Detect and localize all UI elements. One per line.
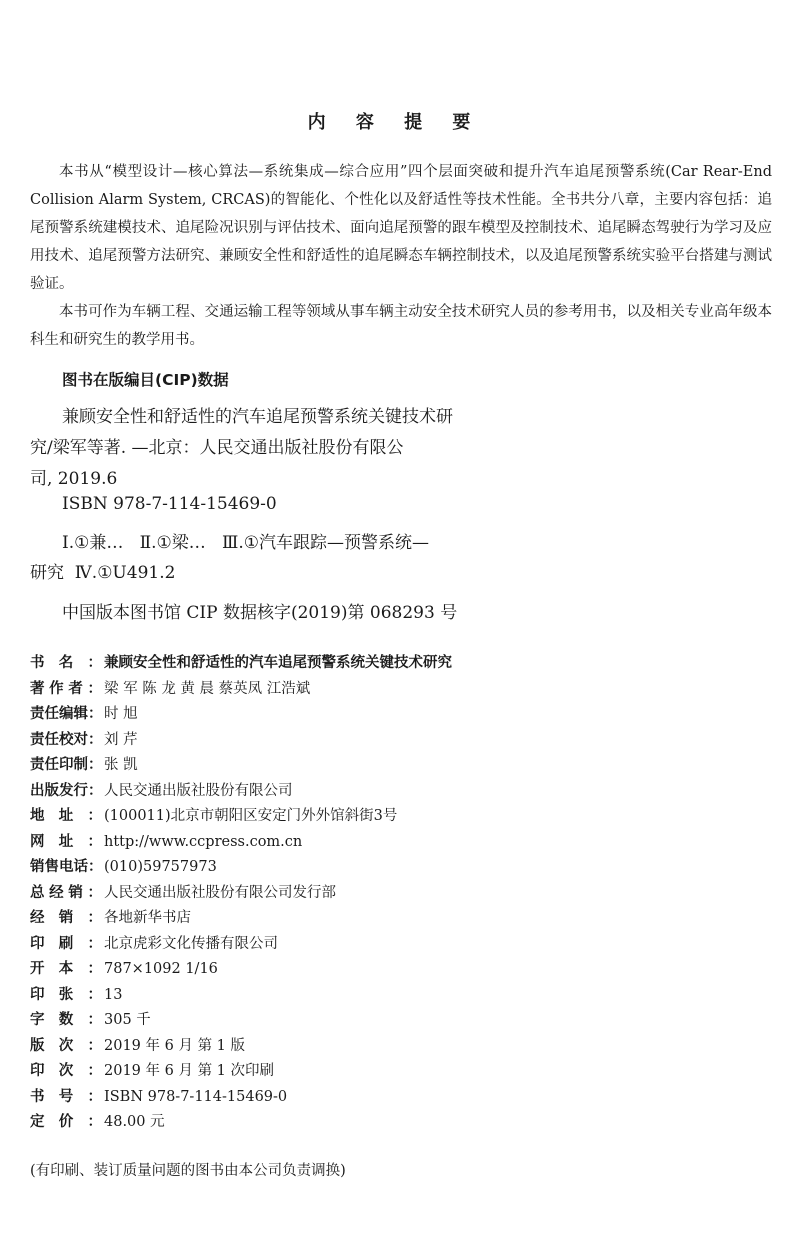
record-value: (010)59757973 <box>104 859 217 875</box>
abstract-paragraph: 本书从“模型设计—核心算法—系统集成—综合应用”四个层面突破和提升汽车追尾预警系统(Car Rear-End Collision Alarm System, CRCAS)的智能化、个性化以及舒适性等技术性能。全书共分八章，主要内容包括：追尾预警系统建模技术、追尾险况识别与评估技术、面向追尾预警的跟车模型及控制技术、追尾瞬态驾驶行为学习及应用技术、追尾预警方法研究、兼顾安全性和舒适性的追尾瞬态车辆控制技术，以及追尾预警系统实验平台搭建与测试验证。 <box>30 164 772 292</box>
record-label: 书 号 ： <box>30 1088 102 1105</box>
record-value: 梁 军 陈 龙 黄 晨 蔡英凤 江浩斌 <box>104 680 311 697</box>
record-value: 兼顾安全性和舒适性的汽车追尾预警系统关键技术研究 <box>104 655 452 671</box>
record-label: 印 张 ： <box>30 986 102 1003</box>
record-row <box>30 728 770 754</box>
record-value: 时 旭 <box>104 706 138 722</box>
record-label: 责 任 印 制 ： <box>30 757 103 773</box>
publication-records <box>30 651 770 1136</box>
record-value: 13 <box>104 986 123 1003</box>
record-value: 787×1092 1/16 <box>104 961 218 977</box>
record-label: 经 销 ： <box>30 910 102 926</box>
record-row <box>30 702 770 728</box>
record-label: 定 价 ： <box>30 1114 102 1130</box>
cip-line: 究/梁军等著. —北京：人民交通出版社股份有限公 <box>30 438 404 458</box>
record-row <box>30 1085 770 1111</box>
record-label: 责 任 编 辑 ： <box>30 706 103 722</box>
record-row <box>30 677 770 703</box>
record-row <box>30 1034 770 1060</box>
record-label: 责 任 校 对 ： <box>30 731 103 748</box>
record-label: 版 次 ： <box>30 1037 102 1054</box>
record-value: 北京虎彩文化传播有限公司 <box>104 935 278 952</box>
record-label: 总 经 销 ： <box>30 884 102 901</box>
page-title: 内 容 提 要 <box>307 112 483 133</box>
cip-line: 司, 2019.6 <box>30 469 118 489</box>
record-row <box>30 906 770 932</box>
record-label: 印 刷 ： <box>30 935 102 952</box>
record-label: 地 址 ： <box>30 808 102 824</box>
record-label: 书 名 ： <box>30 655 102 671</box>
record-value: 张 凯 <box>104 757 138 773</box>
record-value: 人民交通出版社股份有限公司 <box>104 782 293 799</box>
quality-note: (有印刷、装订质量问题的图书由本公司负责调换) <box>30 1163 346 1179</box>
cip-line: 研究 Ⅳ.①U491.2 <box>30 563 176 583</box>
record-row <box>30 830 770 856</box>
record-row <box>30 957 770 983</box>
cip-record-number: 中国版本图书馆 CIP 数据核字(2019)第 068293 号 <box>62 603 458 623</box>
cip-line: 兼顾安全性和舒适性的汽车追尾预警系统关键技术研 <box>62 407 453 427</box>
record-row <box>30 1008 770 1034</box>
record-row <box>30 881 770 907</box>
record-label: 出 版 发 行 ： <box>30 782 103 799</box>
record-value: 48.00 元 <box>104 1114 165 1130</box>
record-row <box>30 983 770 1009</box>
record-row <box>30 753 770 779</box>
record-value: (100011)北京市朝阳区安定门外外馆斜街3号 <box>104 808 398 824</box>
record-value: 各地新华书店 <box>104 910 191 926</box>
record-label: 印 次 ： <box>30 1063 102 1079</box>
cip-isbn: ISBN 978-7-114-15469-0 <box>62 494 277 514</box>
record-value: 305 千 <box>104 1012 151 1028</box>
record-label: 销 售 电 话 ： <box>30 859 103 875</box>
record-label: 著 作 者 ： <box>30 680 102 697</box>
abstract-paragraph: 本书可作为车辆工程、交通运输工程等领域从事车辆主动安全技术研究人员的参考用书，以及相关专业高年级本科生和研究生的教学用书。 <box>30 304 772 348</box>
cip-heading: 图书在版编目(CIP)数据 <box>62 371 229 389</box>
record-label: 开 本 ： <box>30 961 102 977</box>
record-value: 2019 年 6 月 第 1 版 <box>104 1037 246 1054</box>
record-row <box>30 779 770 805</box>
record-row <box>30 932 770 958</box>
record-label: 字 数 ： <box>30 1012 102 1028</box>
record-label: 网 址 ： <box>30 833 102 850</box>
record-value: 刘 芹 <box>104 731 138 748</box>
record-row <box>30 1059 770 1085</box>
record-value: http://www.ccpress.com.cn <box>104 833 303 850</box>
record-row <box>30 804 770 830</box>
record-value: 2019 年 6 月 第 1 次印刷 <box>104 1063 275 1079</box>
record-row <box>30 1110 770 1136</box>
cip-line: Ⅰ.①兼… Ⅱ.①梁… Ⅲ.①汽车跟踪—预警系统— <box>62 533 430 553</box>
record-row <box>30 651 770 677</box>
record-value: 人民交通出版社股份有限公司发行部 <box>104 884 336 901</box>
abstract-section <box>30 158 772 354</box>
record-value: ISBN 978-7-114-15469-0 <box>104 1088 288 1105</box>
record-row <box>30 855 770 881</box>
